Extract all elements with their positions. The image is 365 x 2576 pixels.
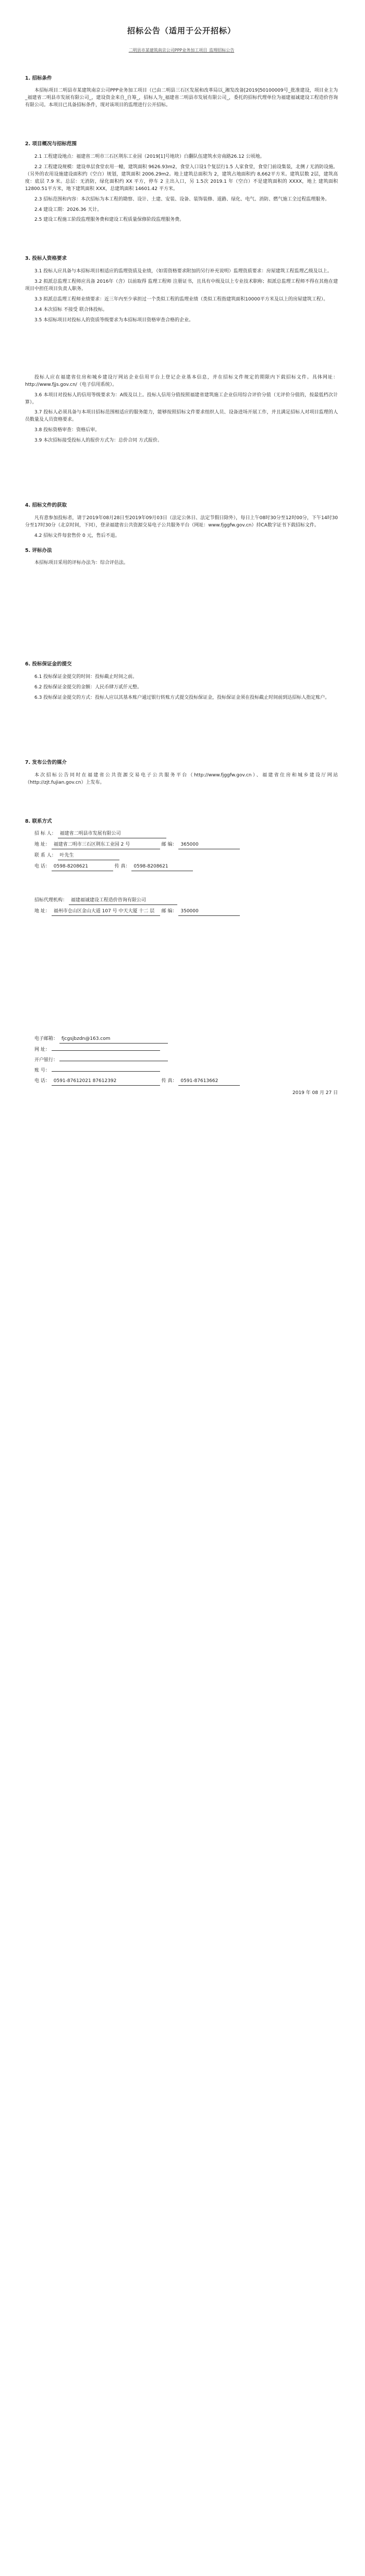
contact-phone2: 电 话： 0591-87612021 87612392 传 真： 0591-87613662 — [25, 1078, 338, 1086]
section-3 — [25, 255, 338, 324]
section-3-cont — [25, 374, 338, 445]
section-heading: 2. 项目概况与招标范围 — [25, 141, 77, 147]
paragraph: 3.6 本项目对投标人的信用等级要求为：A级及以上。投标人信用分值按照福建省建筑施工企业信用综合评价分值（无评价分值的，按最低档次计算）。 — [25, 392, 338, 405]
section-heading: 6. 投标保证金的提交 — [25, 661, 72, 668]
footer-date: 2019 年 08 月 27 日 — [292, 1090, 338, 1096]
section-6 — [25, 661, 338, 702]
paragraph: 凡有意参加投标者，请于2019年08月28日至2019年09月03日（法定公休日、法定节假日除外），每日上午08时30分至12时00分，下午14时30分至17时30分（北京时间，下同），登录福建省公共资源交易电子公共服务平台（网址：www.fjggfw.gov.cn）持CA数字证书下载招标文件。 — [25, 515, 338, 528]
paragraph: 2.3 招标范围和内容：本次招标为本工程的勘察、设计、土建、安装、设备、装饰装修、道路、绿化、电气、消防、燃气施工全过程监理服务。 — [34, 196, 330, 202]
paragraph: 本招标项目采用的评标办法为：综合评估法。 — [34, 560, 129, 566]
section-1 — [25, 75, 338, 110]
section-4 — [25, 502, 338, 540]
paragraph: 2.2 工程建设规模：建设单层食堂农用一幢，建筑面积 9626.93m2，食堂入口设1个复层行1.5 人家食堂，食堂门前设集装，北侧 / 无消防设施。（另外的农用设施建设面积约（空白）规划，建筑面积 2006.29m2。地上建筑总面积为 2，建筑占地面积约 8,662平方米。建筑层数 2层，建筑高度：底层 7.9 米。总层：无消防，绿化面积约 XX 平方，停车 2 主出入口，另 1.5次 2019.1 年（空白）不是建筑面积的 XXXX，地上 建筑面积 12800.51平方米，地下建筑面积 XXX，总建筑面积 14601.42 平方米。 — [25, 164, 338, 192]
paragraph: 3.7 投标人必须具备与本项目招标范围相适应的服务能力，能够按照招标文件要求组织人员、设备进场开展工作，并且满足招标人对项目监理的人员数量及人员资格要求。 — [25, 410, 338, 423]
contact-bank: 开户银行： — [25, 1057, 338, 1064]
contact-email: 电子邮箱： fjcgsjbzdn@163.com — [25, 1036, 338, 1044]
paragraph: 3.5 本招标项目对投标人的资质等级要求为本招标项目资格审查合格的企业。 — [34, 317, 194, 323]
paragraph: 3.4 本次招标 不接受 联合体投标。 — [34, 307, 107, 312]
section-heading: 7. 发布公告的媒介 — [25, 759, 67, 765]
paragraph: 3.9 本次招标接受投标人的报价方式为：总价合同 方式报价。 — [34, 438, 163, 444]
paragraph: 6.3 投标保证金提交的方式：投标人应以其基本账户通过银行转账方式提交投标保证金，投标保证金须在投标截止时间前到达招标人指定账户。 — [34, 695, 330, 701]
contact-phone: 电 话： 0598-8208621 传 真： 0598-8208621 — [25, 863, 338, 871]
paragraph: 2.1 工程建设地点：福建省二明市三石区荆东工业园（2019[1]号地块）白翻队伍建筑水旁南路26.12 公顷地。 — [34, 154, 265, 159]
paragraph: 投标人应在福建省住房和城乡建设厅网站企业信用平台上登记企业基本信息，并在招标文件规定的期限内下载招标文件。具体网址：http://www.fjjs.gov.cn/（电子信用系统）。 — [25, 374, 338, 387]
paragraph: 3.1 投标人应具备与本招标项目相适应的监理资质及业绩，（如需资格要求附加的另行补充说明）监理资质要求：房屋建筑工程监理乙级及以上。 — [34, 269, 332, 274]
contact-address: 地 址： 福建省二明市三石区荆东工业园 2 号 邮 编： 365000 — [25, 841, 338, 849]
paragraph: 本次招标公告同时在福建省公共资源交易电子公共服务平台（http://www.fjggfw.gov.cn）、福建省住房和城乡建设厅网站（http://zjt.fujian.gov.cn）上发布。 — [25, 772, 338, 785]
email-link[interactable]: fjcgsjbzdn@163.com — [59, 1036, 168, 1044]
section-heading: 1. 招标条件 — [25, 75, 52, 81]
section-heading: 3. 投标人资格要求 — [25, 256, 67, 262]
paragraph: 6.1 投标保证金提交的时间：投标截止时间之前。 — [34, 674, 138, 680]
paragraph: 2.5 建设工程施工阶段监理服务费和建设工程质量保修阶段监理服务费。 — [34, 217, 185, 223]
paragraph: 3.8 投标资格审查：资格后审。 — [34, 428, 100, 433]
section-7 — [25, 759, 338, 787]
paragraph: 2.4 建设工期：2026.36 天计。 — [34, 207, 102, 212]
section-heading: 8. 联系方式 — [25, 818, 52, 824]
paragraph: 6.2 投标保证金提交的金额：人民币肆万贰仟元整。 — [34, 685, 142, 690]
contact-account: 账 号： — [25, 1067, 338, 1075]
contact-tenderer: 招 标 人： 福建省二明县市发展有限公司 — [25, 831, 338, 838]
paragraph: 本招标项目二明县市某建筑南京公司PPP业务加工项目（已由二明县三石区发展和改革局以_湘发改备[2019]50100009号_批准建设，项目业主为_福建省二明县市发展有限公司_，建设资金来自_自筹_，招标人为_福建省二明县市发展有限公司_，委托的招标代理单位为福建福诚建设工程造价咨询有限公司。本项目已具备招标条件，现对该项目的监理进行公开招标。 — [25, 88, 338, 108]
page-subtitle: 二明县市某建筑南京公司PPP业务加工项目_监理招标公告 — [128, 48, 235, 53]
paragraph: 3.2 拟派总监理工程师应具备 2016年（含）以前取得 监理工程师 注册证书，且具有中级及以上专业技术职称；拟派总监理工程师不得在其他在建项目中担任项目负责人职务。 — [25, 279, 338, 292]
paragraph: 4.2 招标文件每套售价 0 元，售后不退。 — [34, 533, 120, 538]
contact-agency-address: 地 址： 福州市仓山区金山大道 107 号 中天大厦 十二 层 邮 编： 350000 — [25, 908, 338, 916]
section-2 — [25, 141, 338, 224]
section-8 — [25, 818, 338, 1086]
section-5 — [25, 547, 338, 568]
section-heading: 5. 评标办法 — [25, 547, 52, 554]
paragraph: 3.3 拟派总监理工程师业绩要求：近三年内至少承担过一个类似工程的监理业绩（类似工程指建筑面积10000平方米及以上的房屋建筑工程）。 — [34, 296, 328, 302]
page-title: 招标公告（适用于公开招标） — [127, 26, 236, 35]
contact-person: 联 系 人： 叶先生 — [25, 852, 338, 860]
contact-agency: 招标代理机构： 福建福诚建设工程造价咨询有限公司 — [25, 897, 338, 905]
section-heading: 4. 招标文件的获取 — [25, 502, 67, 509]
document-page — [25, 21, 338, 1100]
contact-web: 网 址： — [25, 1047, 338, 1054]
